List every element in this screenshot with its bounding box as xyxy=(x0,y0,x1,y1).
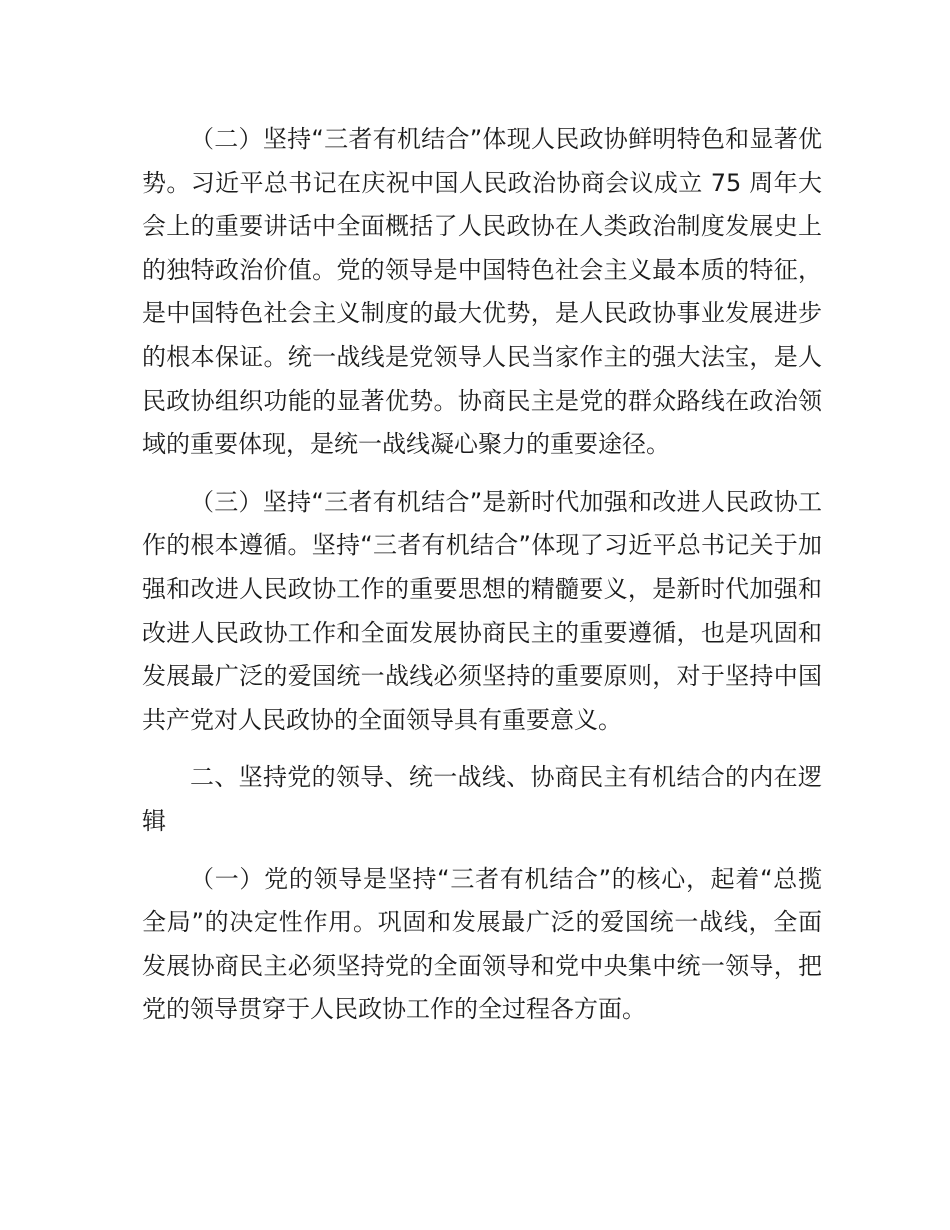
paragraph-section-1-3: （三）坚持“三者有机结合”是新时代加强和改进人民政协工作的根本遵循。坚持“三者有机结合”体现了习近平总书记关于加强和改进人民政协工作的重要思想的精髓要义，是新时代加强和改进人民政协工作和全面发展协商民主的重要遵循，也是巩固和发展最广泛的爱国统一战线必须坚持的重要原则，对于坚持中国共产党对人民政协的全面领导具有重要意义。 xyxy=(142,487,822,734)
paragraph-section-2-1: （一）党的领导是坚持“三者有机结合”的核心，起着“总揽全局”的决定性作用。巩固和发展最广泛的爱国统一战线，全面发展协商民主必须坚持党的全面领导和党中央集中统一领导，把党的领导贯穿于人民政协工作的全过程各方面。 xyxy=(142,864,822,1024)
paragraph-section-1-2: （二）坚持“三者有机结合”体现人民政协鲜明特色和显著优势。习近平总书记在庆祝中国人民政治协商会议成立 75 周年大会上的重要讲话中全面概括了人民政协在人类政治制度发展史上的独特政治价值。党的领导是中国特色社会主义最本质的特征，是中国特色社会主义制度的最大优势，是人民政协事业发展进步的根本保证。统一战线是党领导人民当家作主的强大法宝，是人民政协组织功能的显著优势。协商民主是党的群众路线在政治领域的重要体现，是统一战线凝心聚力的重要途径。 xyxy=(142,125,822,459)
section-heading-2: 二、坚持党的领导、统一战线、协商民主有机结合的内在逻辑 xyxy=(142,763,822,835)
document-body xyxy=(142,118,822,1046)
